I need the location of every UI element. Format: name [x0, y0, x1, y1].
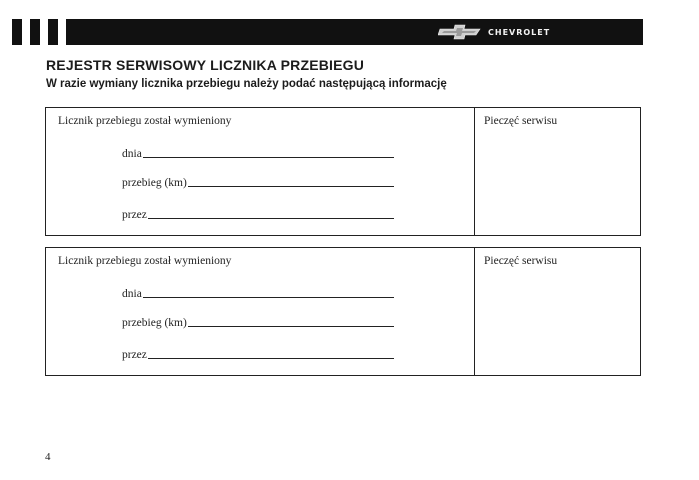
mileage-field[interactable]: [122, 177, 394, 189]
stamp-label: Pieczęć serwisu: [484, 255, 558, 267]
record-divider: [474, 108, 475, 235]
odometer-record-2: [45, 247, 641, 376]
header-band: [73, 19, 643, 45]
page-subtitle: W razie wymiany licznika przebiegu należy podać następującą informację: [46, 78, 447, 90]
mileage-line[interactable]: [188, 186, 394, 187]
mileage-label: przebieg (km): [122, 177, 187, 189]
date-label: dnia: [122, 288, 142, 300]
by-label: przez: [122, 209, 147, 221]
mileage-line[interactable]: [188, 326, 394, 327]
by-field[interactable]: [122, 349, 394, 361]
brand-name: CHEVROLET: [488, 27, 551, 37]
stamp-label: Pieczęć serwisu: [484, 115, 558, 127]
by-line[interactable]: [148, 358, 394, 359]
date-label: dnia: [122, 148, 142, 160]
record-heading: Licznik przebiegu został wymieniony: [58, 115, 232, 127]
header-bar-3: [48, 19, 58, 45]
by-line[interactable]: [148, 218, 394, 219]
by-label: przez: [122, 349, 147, 361]
record-divider: [474, 248, 475, 375]
header-bar-2: [30, 19, 40, 45]
date-line[interactable]: [143, 157, 394, 158]
mileage-label: przebieg (km): [122, 317, 187, 329]
chevrolet-bowtie-icon: [438, 23, 482, 41]
date-field[interactable]: [122, 288, 394, 300]
by-field[interactable]: [122, 209, 394, 221]
page-number: 4: [45, 451, 51, 463]
mileage-field[interactable]: [122, 317, 394, 329]
page-title: REJESTR SERWISOWY LICZNIKA PRZEBIEGU: [46, 57, 365, 73]
date-line[interactable]: [143, 297, 394, 298]
header-bar-1: [12, 19, 22, 45]
date-field[interactable]: [122, 148, 394, 160]
record-heading: Licznik przebiegu został wymieniony: [58, 255, 232, 267]
brand-logo: [438, 23, 550, 41]
odometer-record-1: [45, 107, 641, 236]
